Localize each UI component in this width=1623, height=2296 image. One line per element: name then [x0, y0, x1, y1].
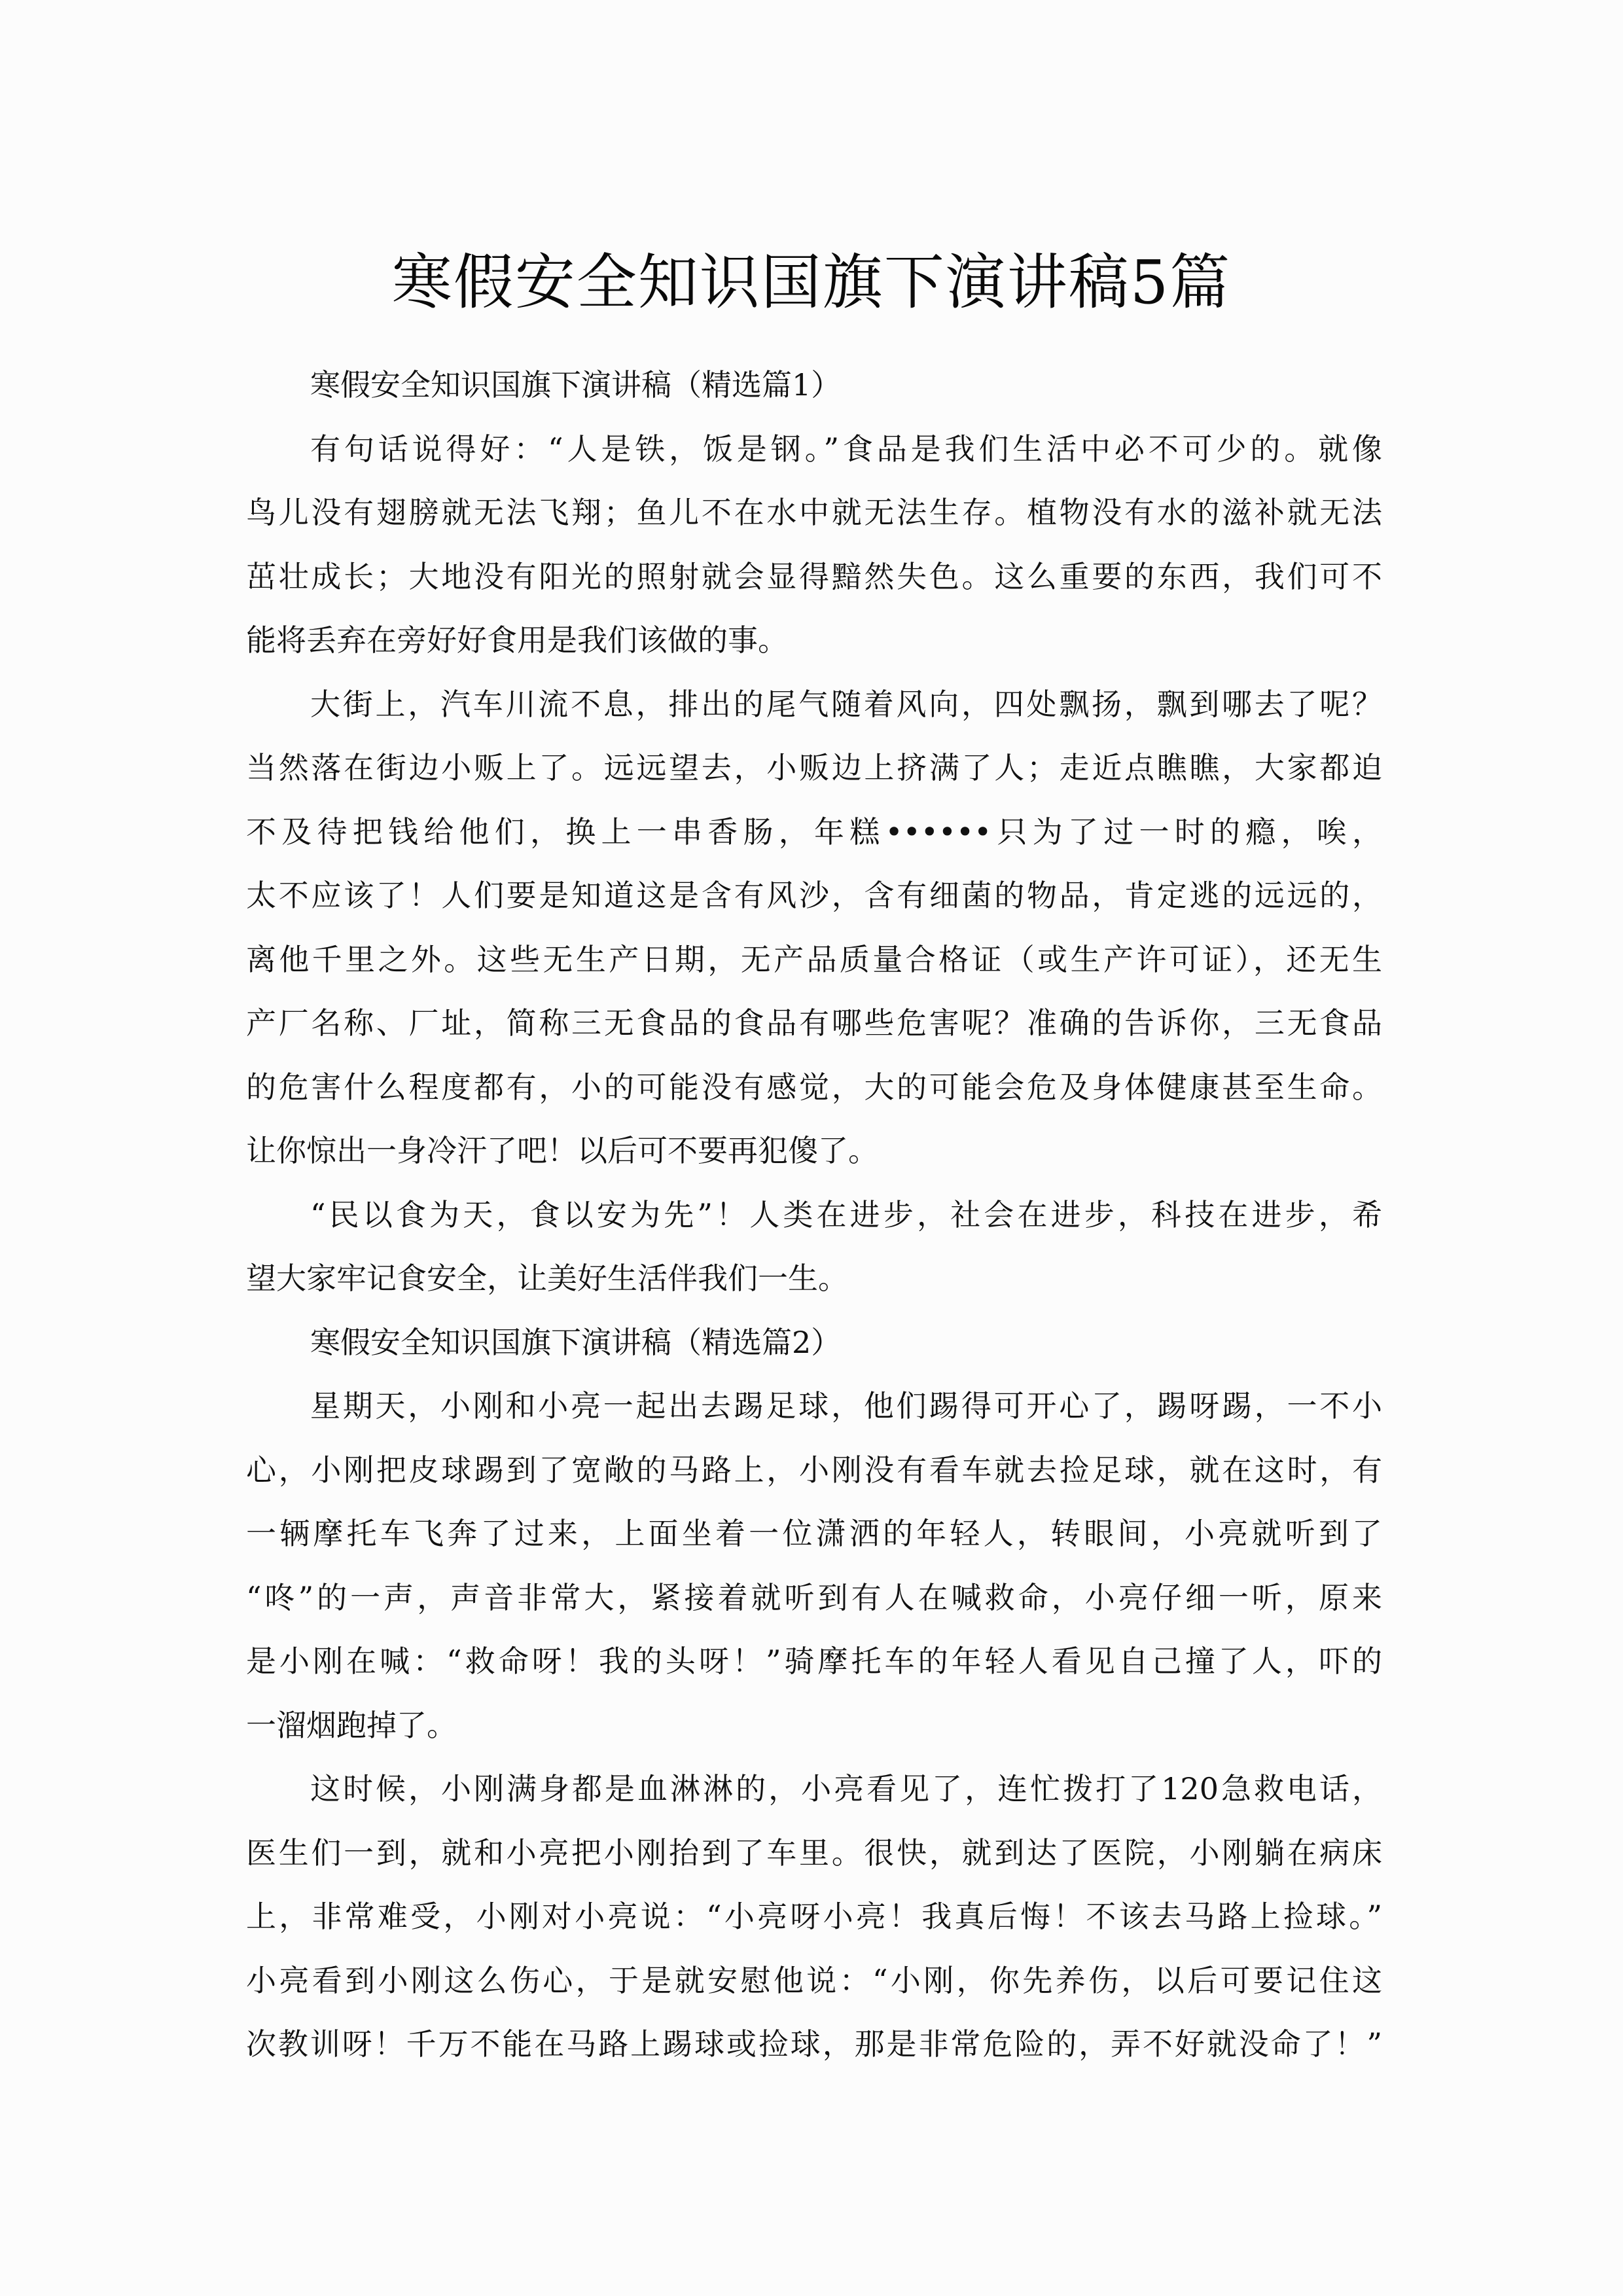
paragraph-line: 茁壮成长；大地没有阳光的照射就会显得黯然失色。这么重要的东西，我们可不 [246, 558, 1382, 594]
paragraph-line: 星期天，小刚和小亮一起出去踢足球，他们踢得可开心了，踢呀踢，一不小 [310, 1388, 1382, 1424]
paragraph-line: 鸟儿没有翅膀就无法飞翔；鱼儿不在水中就无法生存。植物没有水的滋补就无法 [246, 495, 1382, 530]
paragraph-line: 太不应该了！人们要是知道这是含有风沙，含有细菌的物品，肯定逃的远远的， [246, 878, 1382, 913]
paragraph-line: 上，非常难受，小刚对小亮说：“小亮呀小亮！我真后悔！不该去马路上捡球。” [246, 1899, 1382, 1934]
document-title: 寒假安全知识国旗下演讲稿5篇 [391, 247, 1232, 317]
paragraph-line: “咚”的一声，声音非常大，紧接着就听到有人在喊救命，小亮仔细一听，原来 [246, 1579, 1382, 1615]
paragraph-line: 一溜烟跑掉了。 [246, 1707, 457, 1743]
paragraph-line: 医生们一到，就和小亮把小刚抬到了车里。很快，就到达了医院，小刚躺在病床 [246, 1835, 1382, 1871]
paragraph-line: 能将丢弃在旁好好食用是我们该做的事。 [246, 622, 788, 658]
paragraph-line: 离他千里之外。这些无生产日期，无产品质量合格证（或生产许可证），还无生 [246, 941, 1382, 977]
paragraph-line: “民以食为天，食以安为先”！人类在进步，社会在进步，科技在进步，希 [310, 1196, 1382, 1232]
document-body [246, 353, 1382, 2077]
section-heading-1: 寒假安全知识国旗下演讲稿（精选篇1） [310, 367, 842, 403]
paragraph-line: 望大家牢记食安全，让美好生活伴我们一生。 [246, 1261, 848, 1296]
paragraph-line: 产厂名称、厂址，简称三无食品的食品有哪些危害呢？准确的告诉你，三无食品 [246, 1005, 1382, 1041]
paragraph-line: 是小刚在喊：“救命呀！我的头呀！”骑摩托车的年轻人看见自己撞了人，吓的 [246, 1643, 1382, 1679]
section-heading-2: 寒假安全知识国旗下演讲稿（精选篇2） [310, 1324, 842, 1360]
paragraph-line: 不及待把钱给他们，换上一串香肠，年糕••••••只为了过一时的瘾，唉， [246, 814, 1382, 850]
paragraph-line: 让你惊出一身冷汗了吧！以后可不要再犯傻了。 [246, 1133, 878, 1168]
paragraph-line: 有句话说得好：“人是铁，饭是钢。”食品是我们生活中必不可少的。就像 [310, 431, 1382, 467]
paragraph-line: 心，小刚把皮球踢到了宽敞的马路上，小刚没有看车就去捡足球，就在这时，有 [246, 1452, 1382, 1488]
paragraph-line: 这时候，小刚满身都是血淋淋的，小亮看见了，连忙拨打了120急救电话， [310, 1771, 1382, 1806]
paragraph-line: 的危害什么程度都有，小的可能没有感觉，大的可能会危及身体健康甚至生命。 [246, 1069, 1382, 1105]
paragraph-line: 小亮看到小刚这么伤心，于是就安慰他说：“小刚，你先养伤，以后可要记住这 [246, 1962, 1382, 1998]
paragraph-line: 大街上，汽车川流不息，排出的尾气随着风向，四处飘扬，飘到哪去了呢？ [310, 686, 1382, 722]
paragraph-line: 次教训呀！千万不能在马路上踢球或捡球，那是非常危险的，弄不好就没命了！” [246, 2026, 1382, 2062]
paragraph-line: 一辆摩托车飞奔了过来，上面坐着一位潇洒的年轻人，转眼间，小亮就听到了 [246, 1516, 1382, 1551]
paragraph-line: 当然落在街边小贩上了。远远望去，小贩边上挤满了人；走近点瞧瞧，大家都迫 [246, 750, 1382, 785]
